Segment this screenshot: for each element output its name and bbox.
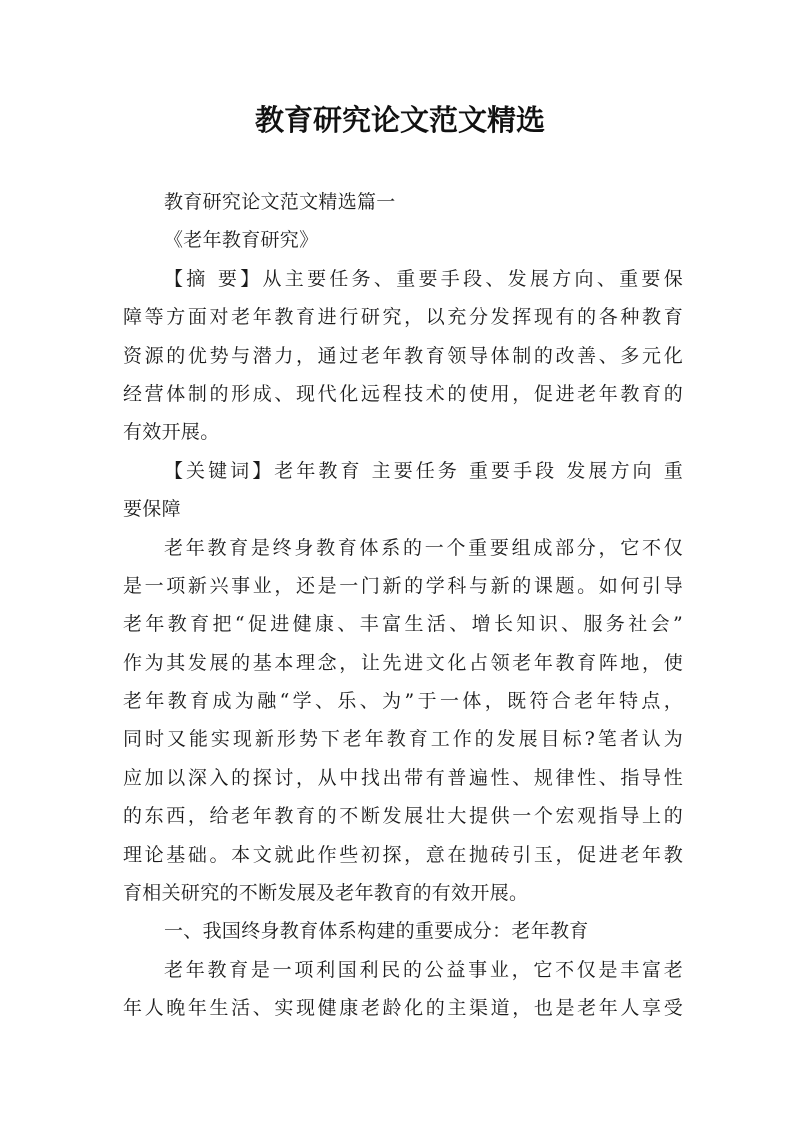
paragraph-line: 作为其发展的基本理念，让先进文化占领老年教育阵地，使 [123, 651, 683, 674]
section-heading: 一、我国终身教育体系构建的重要成分：老年教育 [164, 920, 589, 943]
paragraph-line: 老年教育成为融“学、乐、为”于一体，既符合老年特点， [123, 690, 683, 713]
document-title: 教育研究论文范文精选 [254, 103, 545, 137]
abstract-line: 资源的优势与潜力，通过老年教育领导体制的改善、多元化 [123, 344, 683, 367]
document-body [123, 183, 683, 1028]
paragraph-line: 应加以深入的探讨，从中找出带有普遍性、规律性、指导性 [123, 766, 683, 789]
abstract-line: 【摘 要】从主要任务、重要手段、发展方向、重要保 [164, 267, 683, 290]
paragraph-line: 理论基础。本文就此作些初探，意在抛砖引玉，促进老年教 [123, 843, 683, 866]
keywords-line: 【关键词】老年教育 主要任务 重要手段 发展方向 重 [164, 459, 683, 482]
paragraph-line: 老年教育是终身教育体系的一个重要组成部分，它不仅 [164, 536, 683, 559]
paper-title: 《老年教育研究》 [164, 229, 319, 252]
paragraph-line: 育相关研究的不断发展及老年教育的有效开展。 [123, 882, 529, 905]
paragraph-line: 同时又能实现新形势下老年教育工作的发展目标?笔者认为 [123, 728, 683, 751]
abstract-line: 有效开展。 [123, 421, 220, 444]
keywords-line: 要保障 [123, 498, 181, 521]
section-heading: 教育研究论文范文精选篇一 [164, 191, 396, 213]
paragraph-line: 老年教育是一项利国利民的公益事业，它不仅是丰富老 [164, 958, 683, 981]
paragraph-line: 的东西，给老年教育的不断发展壮大提供一个宏观指导上的 [123, 805, 683, 828]
paragraph-line: 是一项新兴事业，还是一门新的学科与新的课题。如何引导 [123, 574, 683, 597]
abstract-line: 障等方面对老年教育进行研究，以充分发挥现有的各种教育 [123, 306, 683, 329]
paragraph-line: 年人晚年生活、实现健康老龄化的主渠道，也是老年人享受 [123, 997, 683, 1020]
abstract-line: 经营体制的形成、现代化远程技术的使用，促进老年教育的 [123, 382, 683, 405]
paragraph-line: 老年教育把“促进健康、丰富生活、增长知识、服务社会” [123, 613, 683, 636]
